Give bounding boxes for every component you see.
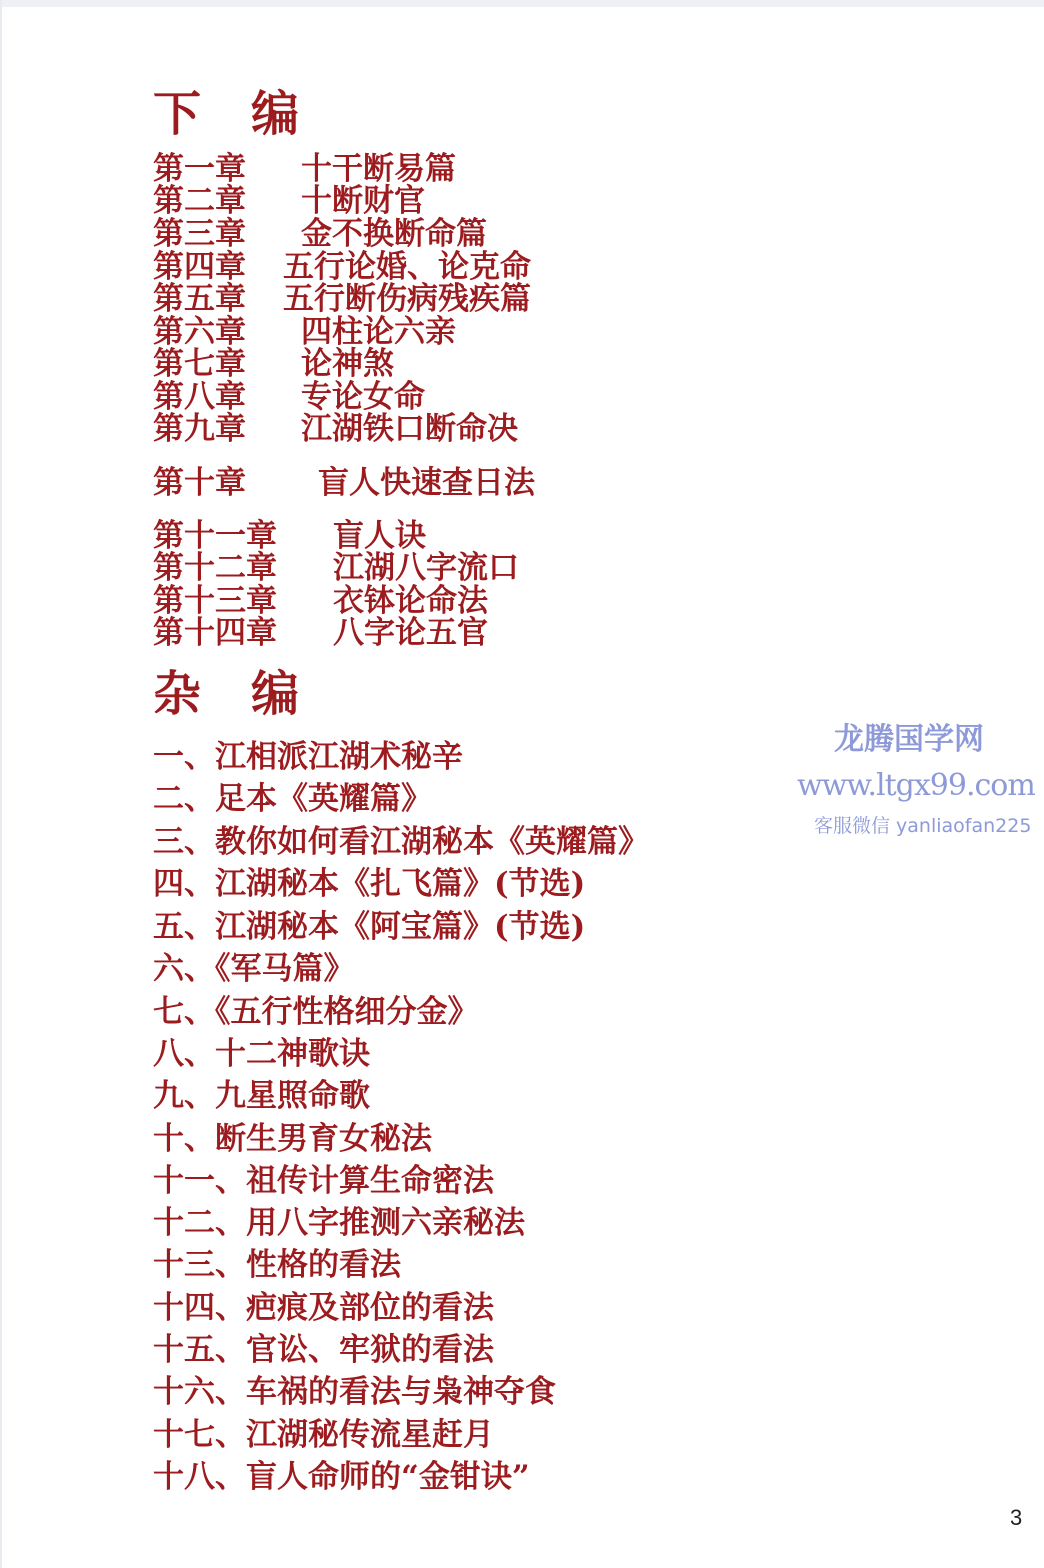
chapter-title: 八字论五官 [333, 615, 488, 651]
list-item: 十七、江湖秘传流星赶月 [153, 1417, 494, 1453]
chapter-number: 第七章 [153, 346, 246, 382]
chapter-number: 第一章 [153, 151, 246, 187]
heading-char-1: 杂 [153, 666, 204, 722]
section-heading-xiabian [153, 88, 301, 140]
list-item: 十八、盲人命师的“金钳诀” [153, 1459, 530, 1495]
list-item: 六、《军马篇》 [153, 951, 355, 987]
chapter-number: 第三章 [153, 216, 246, 252]
chapter-number: 第四章 [153, 249, 246, 285]
chapter-title: 江湖八字流口 [333, 550, 519, 586]
list-item: 十六、车祸的看法与枭神夺食 [153, 1374, 556, 1410]
chapter-number: 第九章 [153, 411, 246, 447]
chapter-title: 衣钵论命法 [333, 583, 488, 619]
watermark-contact: 客服微信 yanliaofan225 [814, 815, 1032, 837]
list-item: 十五、官讼、牢狱的看法 [153, 1332, 494, 1368]
chapter-number: 第十四章 [153, 615, 277, 651]
list-item: 十、断生男育女秘法 [153, 1121, 432, 1157]
left-edge [0, 0, 2, 1568]
chapter-number: 第十一章 [153, 518, 277, 554]
list-item: 十四、疤痕及部位的看法 [153, 1290, 494, 1326]
list-item: 十一、祖传计算生命密法 [153, 1163, 494, 1199]
chapter-title: 盲人诀 [333, 518, 426, 554]
chapter-number: 第二章 [153, 183, 246, 219]
chapter-title: 金不换断命篇 [301, 216, 487, 252]
list-item: 一、江相派江湖术秘辛 [153, 739, 463, 775]
chapter-title: 盲人快速查日法 [318, 465, 535, 501]
chapter-title: 五行断伤病残疾篇 [283, 281, 531, 317]
list-item: 二、足本《英耀篇》 [153, 781, 432, 817]
list-item: 八、十二神歌诀 [153, 1036, 370, 1072]
watermark-title: 龙腾国学网 [834, 722, 984, 757]
list-item: 十二、用八字推测六亲秘法 [153, 1205, 525, 1241]
heading-char-1: 下 [153, 86, 204, 142]
chapter-title: 论神煞 [301, 346, 394, 382]
chapter-title: 十干断易篇 [301, 151, 456, 187]
chapter-number: 第五章 [153, 281, 246, 317]
chapter-title: 十断财官 [301, 183, 425, 219]
heading-char-2: 编 [251, 666, 302, 722]
list-item: 三、教你如何看江湖秘本《英耀篇》 [153, 824, 649, 860]
chapter-number: 第六章 [153, 314, 246, 350]
chapter-number: 第八章 [153, 379, 246, 415]
chapter-title: 四柱论六亲 [301, 314, 456, 350]
chapter-number: 第十章 [153, 465, 246, 501]
heading-char-2: 编 [251, 86, 302, 142]
chapter-title: 五行论婚、论克命 [283, 249, 531, 285]
page-number: 3 [1010, 1505, 1023, 1530]
section-heading-zabian [153, 668, 301, 720]
chapter-title: 江湖铁口断命决 [301, 411, 518, 447]
chapter-number: 第十二章 [153, 550, 277, 586]
chapter-title: 专论女命 [301, 379, 425, 415]
list-item: 九、九星照命歌 [153, 1078, 370, 1114]
list-item: 十三、性格的看法 [153, 1247, 401, 1283]
top-edge [0, 0, 1044, 7]
list-item: 七、《五行性格细分金》 [153, 994, 479, 1030]
watermark-url: www.ltgx99.com [797, 768, 1035, 803]
list-item: 五、江湖秘本《阿宝篇》(节选) [153, 909, 586, 945]
list-item: 四、江湖秘本《扎飞篇》(节选) [153, 866, 586, 902]
chapter-number: 第十三章 [153, 583, 277, 619]
